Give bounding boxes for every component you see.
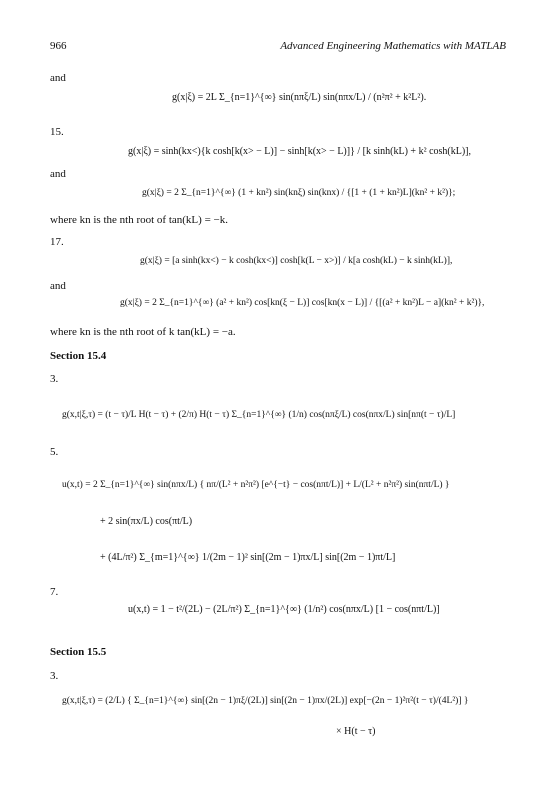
section-heading: Section 15.4 [50,350,107,362]
equation: × H(t − τ) [336,726,376,737]
equation: g(x|ξ) = 2 Σ_{n=1}^{∞} (1 + kn²) sin(knξ) sin(knx) / {[1 + (1 + kn²)L](kn² + k²)}; [142,188,456,198]
text-and: and [50,72,66,84]
equation: g(x|ξ) = 2L Σ_{n=1}^{∞} sin(nπξ/L) sin(nπx/L) / (n²π² + k²L²). [172,92,427,103]
problem-number: 15. [50,126,64,138]
section-heading: Section 15.5 [50,646,107,658]
problem-number: 3. [50,670,59,682]
text-and: and [50,168,66,180]
problem-number: 17. [50,236,64,248]
text-where: where kn is the nth root of tan(kL) = −k. [50,214,228,226]
page-number: 966 [50,40,67,52]
text-where: where kn is the nth root of k tan(kL) = −a. [50,326,236,338]
problem-number: 3. [50,373,59,385]
equation: g(x|ξ) = [a sinh(kx<) − k cosh(kx<)] cosh[k(L − x>)] / k[a cosh(kL) − k sinh(kL)], [140,256,453,266]
equation: g(x|ξ) = 2 Σ_{n=1}^{∞} (a² + kn²) cos[kn(ξ − L)] cos[kn(x − L)] / {[(a² + kn²)L − a](kn² + k²)}, [120,298,485,308]
equation: + 2 sin(πx/L) cos(πt/L) [100,516,193,527]
equation: g(x|ξ) = sinh(kx<){k cosh[k(x> − L)] − sinh[k(x> − L)]} / [k sinh(kL) + k² cosh(kL)], [128,146,471,157]
text-and: and [50,280,66,292]
running-title: Advanced Engineering Mathematics with MATLAB [280,40,506,52]
equation: g(x,t|ξ,τ) = (2/L) { Σ_{n=1}^{∞} sin[(2n − 1)πξ/(2L)] sin[(2n − 1)πx/(2L)] exp[−(2n − 1)²π²(t − τ)/(4L²)] } [62,696,469,706]
problem-number: 7. [50,586,59,598]
equation: g(x,t|ξ,τ) = (t − τ)/L H(t − τ) + (2/π) H(t − τ) Σ_{n=1}^{∞} (1/n) cos(nπξ/L) cos(nπx/L) sin[nπ(t − τ)/L] [62,410,456,420]
equation: u(x,t) = 2 Σ_{n=1}^{∞} sin(nπx/L) { nπ/(L² + n²π²) [e^{−t} − cos(nπt/L)] + L/(L² + n²π²) sin(nπt/L) } [62,480,450,490]
problem-number: 5. [50,446,59,458]
equation: + (4L/π²) Σ_{m=1}^{∞} 1/(2m − 1)² sin[(2m − 1)πx/L] sin[(2m − 1)πt/L] [100,552,396,563]
equation: u(x,t) = 1 − t²/(2L) − (2L/π²) Σ_{n=1}^{∞} (1/n²) cos(nπx/L) [1 − cos(nπt/L)] [128,604,440,615]
